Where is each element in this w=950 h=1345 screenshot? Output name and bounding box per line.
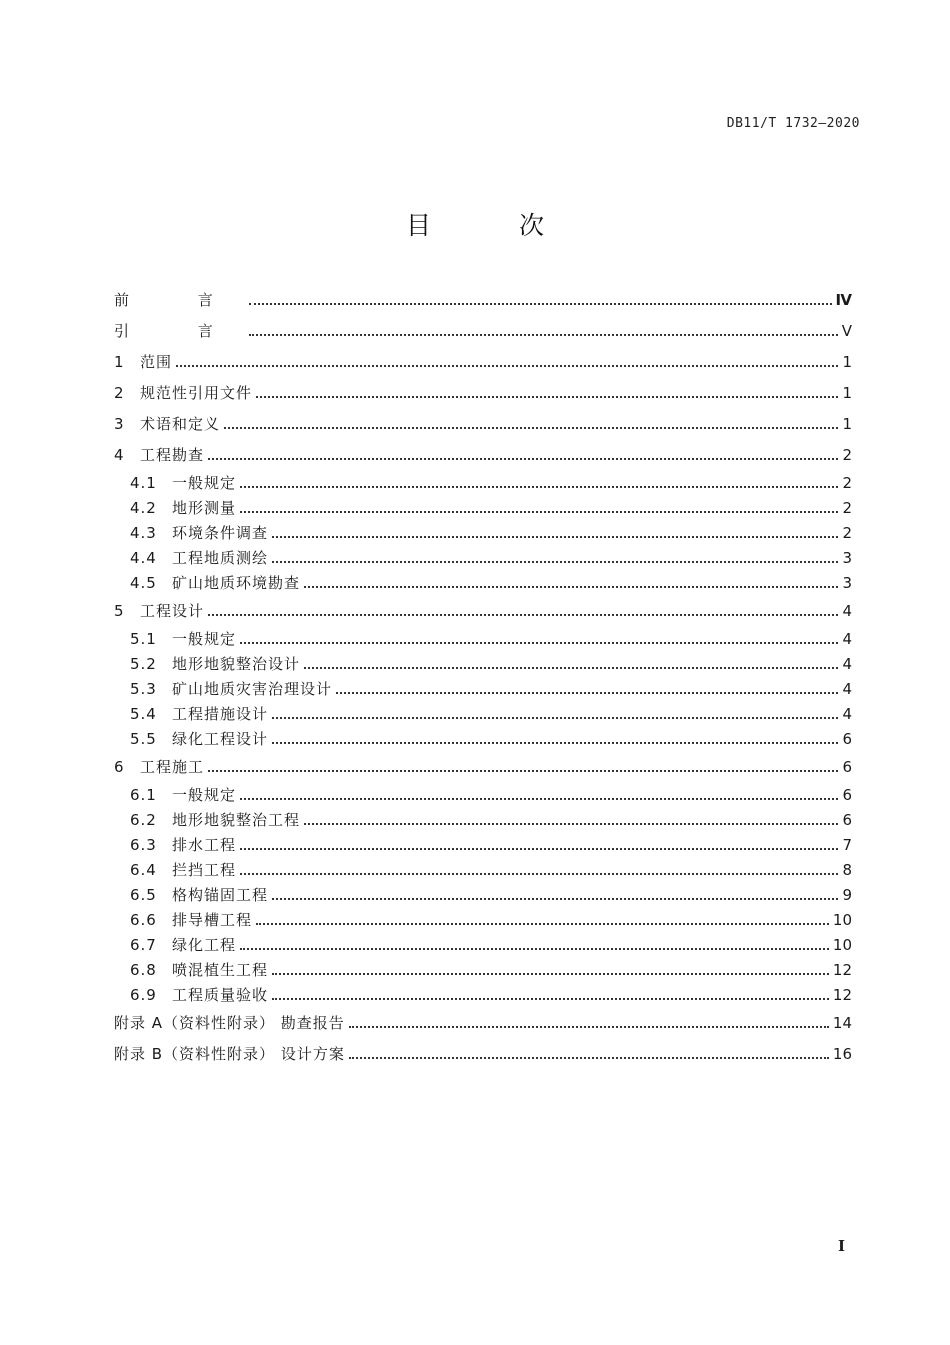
toc-leader-dots	[272, 741, 838, 744]
toc-entry-label: 附录 B（资料性附录） 设计方案	[114, 1045, 345, 1063]
toc-entry-number: 4.4	[130, 549, 157, 567]
toc-entry[interactable]	[114, 958, 852, 983]
toc-leader-dots	[208, 769, 838, 772]
toc-entry[interactable]	[114, 908, 852, 933]
toc-entry-label: 引 言	[114, 322, 245, 340]
toc-entry-page: 4	[842, 680, 852, 698]
toc-leader-dots	[272, 897, 838, 900]
toc-entry[interactable]	[114, 652, 852, 677]
toc-leader-dots	[336, 691, 838, 694]
toc-entry-page: Ⅳ	[835, 291, 852, 309]
toc-entry-page: 2	[842, 474, 852, 492]
toc-entry-page: 6	[842, 730, 852, 748]
toc-entry-number: 6.6	[130, 911, 157, 929]
toc-entry-label: 工程地质测绘	[172, 549, 269, 567]
toc-entry-label: 地形地貌整治工程	[172, 811, 301, 829]
toc-leader-dots	[304, 822, 838, 825]
toc-leader-dots	[176, 364, 838, 367]
toc-entry-label: 工程设计	[140, 602, 205, 620]
toc-leader-dots	[272, 535, 838, 538]
toc-entry[interactable]	[114, 858, 852, 883]
toc-leader-dots	[304, 666, 838, 669]
toc-entry[interactable]	[114, 1039, 852, 1070]
toc-entry-number: 4.5	[130, 574, 157, 592]
toc-entry[interactable]	[114, 677, 852, 702]
toc-entry-label: 格构锚固工程	[172, 886, 269, 904]
toc-entry-label: 一般规定	[172, 786, 237, 804]
toc-leader-dots	[272, 560, 838, 563]
toc-entry-page: 6	[842, 811, 852, 829]
toc-entry-number: 4.3	[130, 524, 157, 542]
toc-leader-dots	[240, 847, 838, 850]
toc-entry-page: 2	[842, 524, 852, 542]
toc-entry-page: 16	[832, 1045, 852, 1063]
toc-entry-number: 5.1	[130, 630, 157, 648]
toc-leader-dots	[208, 457, 838, 460]
toc-leader-dots	[240, 947, 829, 950]
toc-entry-number: 5.5	[130, 730, 157, 748]
toc-entry-number: 4.2	[130, 499, 157, 517]
toc-entry[interactable]	[114, 546, 852, 571]
toc-entry-number: 6.4	[130, 861, 157, 879]
toc-entry[interactable]	[114, 727, 852, 752]
toc-entry[interactable]	[114, 596, 852, 627]
toc-entry-number: 6.3	[130, 836, 157, 854]
toc-entry[interactable]	[114, 471, 852, 496]
toc-leader-dots	[240, 641, 838, 644]
toc-leader-dots	[249, 333, 838, 336]
toc-entry-number: 4.1	[130, 474, 157, 492]
toc-leader-dots	[224, 426, 838, 429]
toc-entry-label: 喷混植生工程	[172, 961, 269, 979]
toc-entry[interactable]	[114, 883, 852, 908]
toc-entry-label: 绿化工程	[172, 936, 237, 954]
toc-entry-page: 1	[842, 384, 852, 402]
page-number: I	[838, 1237, 846, 1255]
toc-entry-number: 6.1	[130, 786, 157, 804]
toc-entry-number: 5.3	[130, 680, 157, 698]
toc-leader-dots	[256, 395, 838, 398]
toc-entry-label: 附录 A（资料性附录） 勘查报告	[114, 1014, 345, 1032]
toc-entry-label: 绿化工程设计	[172, 730, 269, 748]
toc-entry-label: 规范性引用文件	[140, 384, 253, 402]
page-title: 目 次	[406, 211, 584, 240]
toc-entry-page: V	[841, 322, 852, 340]
toc-entry-page: 2	[842, 499, 852, 517]
toc-entry-page: 12	[832, 961, 852, 979]
toc-entry[interactable]	[114, 521, 852, 546]
toc-entry-number: 2	[114, 384, 125, 402]
toc-entry-label: 工程措施设计	[172, 705, 269, 723]
toc-entry-page: 10	[832, 936, 852, 954]
toc-entry-page: 4	[842, 655, 852, 673]
toc-leader-dots	[249, 302, 832, 305]
toc-entry-label: 环境条件调查	[172, 524, 269, 542]
toc-entry-label: 前 言	[114, 291, 245, 309]
toc-entry-number: 6.9	[130, 986, 157, 1004]
toc-entry-page: 4	[842, 602, 852, 620]
toc-entry-page: 1	[842, 353, 852, 371]
toc-entry-number: 5.2	[130, 655, 157, 673]
toc-entry-label: 排水工程	[172, 836, 237, 854]
toc-entry-label: 矿山地质环境勘查	[172, 574, 301, 592]
toc-entry[interactable]	[114, 378, 852, 409]
toc-entry[interactable]	[114, 1008, 852, 1039]
toc-leader-dots	[304, 585, 838, 588]
toc-entry-number: 1	[114, 353, 125, 371]
toc-entry-number: 4	[114, 446, 125, 464]
toc-entry-label: 地形测量	[172, 499, 237, 517]
toc-entry-label: 拦挡工程	[172, 861, 237, 879]
toc-entry-label: 一般规定	[172, 630, 237, 648]
toc-entry[interactable]	[114, 409, 852, 440]
toc-entry-number: 6.7	[130, 936, 157, 954]
toc-entry[interactable]	[114, 316, 852, 347]
toc-entry-page: 7	[842, 836, 852, 854]
toc-entry-label: 工程勘查	[140, 446, 205, 464]
toc-leader-dots	[272, 716, 838, 719]
toc-entry[interactable]	[114, 627, 852, 652]
toc-entry[interactable]	[114, 783, 852, 808]
toc-entry-label: 矿山地质灾害治理设计	[172, 680, 333, 698]
toc-entry-page: 9	[842, 886, 852, 904]
toc-entry-page: 6	[842, 758, 852, 776]
toc-entry-page: 3	[842, 574, 852, 592]
toc-leader-dots	[240, 485, 838, 488]
toc-entry[interactable]	[114, 983, 852, 1008]
toc-leader-dots	[349, 1056, 829, 1059]
toc-leader-dots	[272, 997, 829, 1000]
toc-entry-label: 术语和定义	[140, 415, 221, 433]
toc-entry[interactable]	[114, 285, 852, 316]
toc-entry-label: 工程质量验收	[172, 986, 269, 1004]
toc-entry-number: 5.4	[130, 705, 157, 723]
toc-entry-page: 12	[832, 986, 852, 1004]
toc-entry-number: 6.2	[130, 811, 157, 829]
toc-entry-label: 排导槽工程	[172, 911, 253, 929]
toc-leader-dots	[208, 613, 838, 616]
toc-entry[interactable]	[114, 833, 852, 858]
toc-entry[interactable]	[114, 347, 852, 378]
toc-entry-number: 6	[114, 758, 125, 776]
toc-leader-dots	[240, 510, 838, 513]
toc-leader-dots	[349, 1025, 829, 1028]
toc-entry[interactable]	[114, 496, 852, 521]
toc-entry-number: 5	[114, 602, 125, 620]
toc-entry-label: 一般规定	[172, 474, 237, 492]
toc-entry[interactable]	[114, 808, 852, 833]
toc-entry-page: 10	[832, 911, 852, 929]
toc-entry-number: 6.5	[130, 886, 157, 904]
toc-entry-page: 2	[842, 446, 852, 464]
toc-leader-dots	[256, 922, 829, 925]
toc-entry-label: 工程施工	[140, 758, 205, 776]
toc-entry-page: 1	[842, 415, 852, 433]
toc-entry-page: 14	[832, 1014, 852, 1032]
toc-entry-page: 4	[842, 630, 852, 648]
toc-entry-label: 地形地貌整治设计	[172, 655, 301, 673]
toc-entry-label: 范围	[140, 353, 173, 371]
toc-leader-dots	[240, 872, 838, 875]
toc-entry[interactable]	[114, 571, 852, 596]
toc-entry-page: 6	[842, 786, 852, 804]
document-code: DB11/T 1732—2020	[726, 116, 860, 131]
toc-entry-page: 4	[842, 705, 852, 723]
toc-entry[interactable]	[114, 752, 852, 783]
toc-entry-number: 3	[114, 415, 125, 433]
toc-leader-dots	[272, 972, 829, 975]
toc-entry[interactable]	[114, 933, 852, 958]
toc-leader-dots	[240, 797, 838, 800]
table-of-contents	[114, 285, 852, 1070]
toc-entry-page: 3	[842, 549, 852, 567]
toc-entry[interactable]	[114, 440, 852, 471]
toc-entry-number: 6.8	[130, 961, 157, 979]
toc-entry[interactable]	[114, 702, 852, 727]
toc-entry-page: 8	[842, 861, 852, 879]
